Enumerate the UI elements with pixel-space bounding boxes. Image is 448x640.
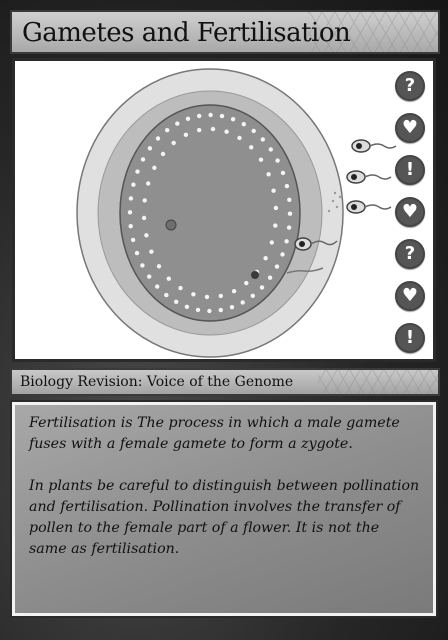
egg-nucleus [166, 220, 176, 230]
cortical-granule [165, 128, 169, 132]
cortical-granule [249, 145, 253, 149]
cortical-granule [175, 121, 179, 125]
cortical-granule [269, 147, 273, 151]
cortical-granule [260, 285, 264, 289]
card-title: Gametes and Fertilisation [22, 18, 351, 48]
cortical-granule [144, 233, 148, 237]
cortical-granule [261, 137, 265, 141]
cortical-granule [220, 114, 224, 118]
fertilisation-illustration [15, 61, 433, 359]
cortical-granule [251, 294, 255, 298]
cortical-granule [149, 250, 153, 254]
sperm-cell [352, 140, 396, 152]
cortical-granule [207, 309, 211, 313]
cortical-granule [157, 264, 161, 268]
heart-icon[interactable]: ♥ [395, 281, 425, 311]
cortical-granule [131, 238, 135, 242]
cortical-granule [219, 294, 223, 298]
cortical-granule [275, 158, 279, 162]
exclamation-icon[interactable]: ! [395, 323, 425, 353]
cortical-granule [281, 171, 285, 175]
cortical-granule [259, 158, 263, 162]
cortical-granule [178, 286, 182, 290]
cortical-granule [232, 289, 236, 293]
cortical-granule [287, 225, 291, 229]
cortical-granule [205, 295, 209, 299]
cortical-granule [186, 117, 190, 121]
cortical-granule [219, 308, 223, 312]
cortical-granule [230, 305, 234, 309]
cortical-granule [129, 224, 133, 228]
cortical-granule [135, 169, 139, 173]
cortical-granule [185, 305, 189, 309]
cortical-granule [161, 152, 165, 156]
cortical-granule [224, 130, 228, 134]
cortical-granule [172, 141, 176, 145]
hexagon-pattern [318, 370, 438, 394]
cortical-granule [148, 146, 152, 150]
illustration-panel [12, 58, 436, 362]
cortical-granule [242, 122, 246, 126]
cortical-granule [275, 264, 279, 268]
cortical-granule [164, 293, 168, 297]
definition-text: Fertilisation is The process in which a male gamete fuses with a female gamete to form a zygote. [29, 415, 400, 452]
cortical-granule [128, 210, 132, 214]
cortical-granule [244, 281, 248, 285]
question-icon[interactable]: ? [395, 71, 425, 101]
cortical-granule [280, 252, 284, 256]
cortical-granule [140, 263, 144, 267]
cortical-granule [231, 117, 235, 121]
egg-cytoplasm [120, 105, 300, 321]
icon-column [395, 71, 429, 361]
sperm-cell [347, 201, 391, 213]
cortical-granule [287, 198, 291, 202]
question-icon[interactable]: ? [395, 239, 425, 269]
cortical-granule [135, 251, 139, 255]
cortical-granule [131, 183, 135, 187]
cortical-granule [288, 212, 292, 216]
cortical-granule [167, 277, 171, 281]
note-text: In plants be careful to distinguish between pollination and fertilisation. Pollination involves the transfer of pollen to the female part of a flower. It is not the same as fertilisation. [29, 478, 420, 557]
cortical-granule [271, 189, 275, 193]
cortical-granule [208, 113, 212, 117]
subtitle-bar [10, 368, 440, 396]
cortical-granule [197, 114, 201, 118]
heart-icon[interactable]: ♥ [395, 197, 425, 227]
cortical-granule [252, 129, 256, 133]
title-bar [10, 10, 440, 54]
sperm-cell [347, 171, 391, 183]
cortical-granule [146, 181, 150, 185]
cortical-granule [263, 256, 267, 260]
heart-icon[interactable]: ♥ [395, 113, 425, 143]
cortical-granule [147, 274, 151, 278]
cortical-granule [237, 136, 241, 140]
sperm-nucleus-inside [251, 271, 259, 279]
cortical-granule [197, 128, 201, 132]
cortical-granule [274, 206, 278, 210]
cortical-granule [268, 276, 272, 280]
cortical-granule [266, 172, 270, 176]
cortical-granule [285, 184, 289, 188]
cortical-granule [284, 239, 288, 243]
cortical-granule [273, 223, 277, 227]
cortical-granule [143, 198, 147, 202]
cortical-granule [174, 300, 178, 304]
description-panel [12, 402, 436, 616]
cortical-granule [129, 196, 133, 200]
cortical-granule [141, 157, 145, 161]
cortical-granule [211, 127, 215, 131]
cortical-granule [152, 166, 156, 170]
cortical-granule [241, 300, 245, 304]
cortical-granule [191, 292, 195, 296]
cortical-granule [142, 216, 146, 220]
cortical-granule [155, 284, 159, 288]
cortical-granule [184, 133, 188, 137]
cortical-granule [270, 240, 274, 244]
card-subtitle: Biology Revision: Voice of the Genome [20, 374, 294, 390]
cortical-granule [156, 136, 160, 140]
cortical-granule [196, 308, 200, 312]
exclamation-icon[interactable]: ! [395, 155, 425, 185]
